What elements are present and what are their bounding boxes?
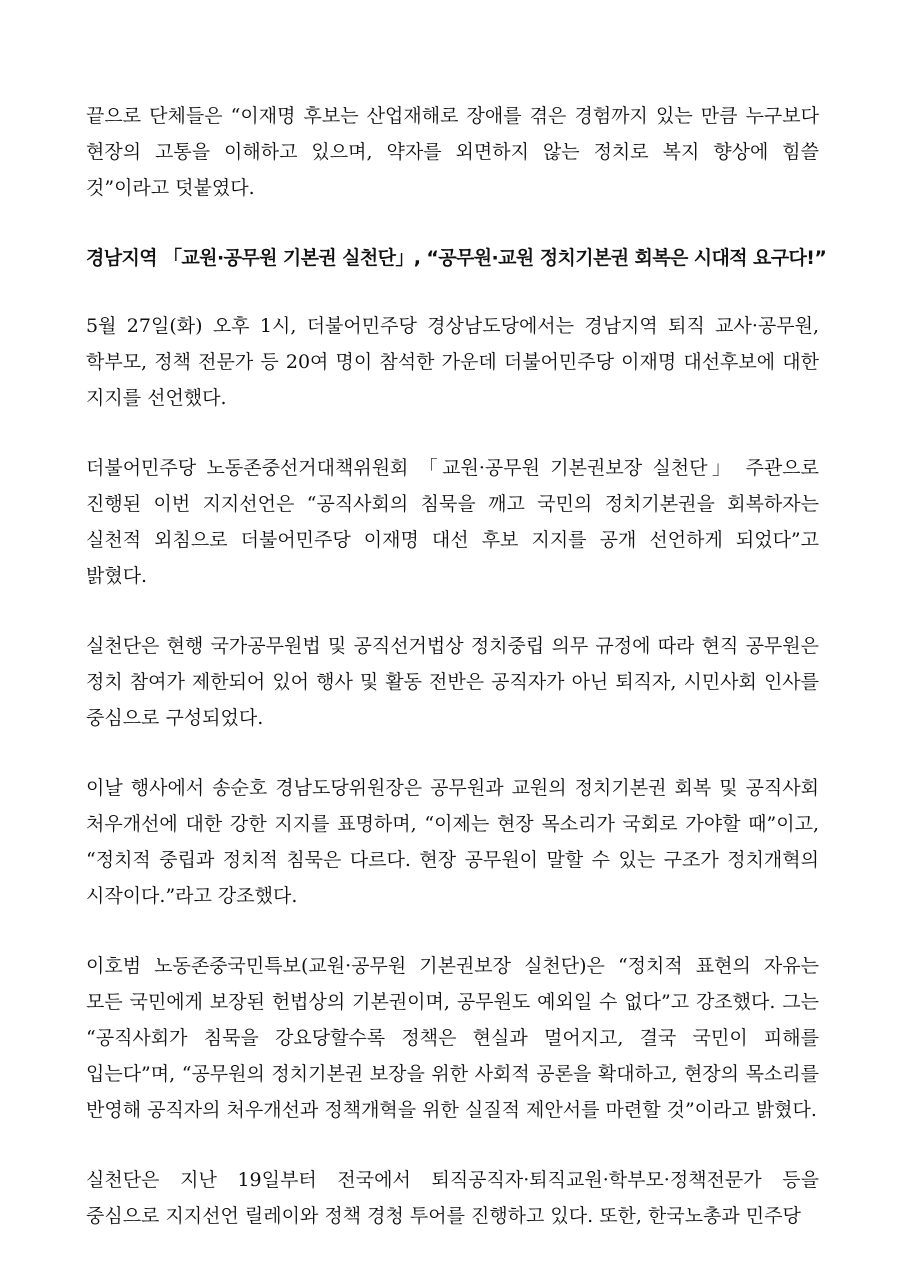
paragraph-closing-remarks: 끝으로 단체들은 “이재명 후보는 산업재해로 장애를 겪은 경험까지 있는 만큼 누구보다 현장의 고통을 이해하고 있으며, 약자를 외면하지 않는 정치로 복지 향상에 힘쓸 것”이라고 덧붙였다. xyxy=(86,105,819,199)
paragraph-composition: 실천단은 현행 국가공무원법 및 공직선거법상 정치중립 의무 규정에 따라 현직 공무원은 정치 참여가 제한되어 있어 행사 및 활동 전반은 공직자가 아닌 퇴직자, 시민사회 인사를 중심으로 구성되었다. xyxy=(86,635,819,729)
section-heading: 경남지역 「교원·공무원 기본권 실천단」, “공무원·교원 정치기본권 회복은 시대적 요구다!” xyxy=(86,247,827,269)
paragraph-advisor-remarks: 이호범 노동존중국민특보(교원·공무원 기본권보장 실천단)은 “정치적 표현의 자유는 모든 국민에게 보장된 헌법상의 기본권이며, 공무원도 예외일 수 없다”고 강조했다. 그는 “공직사회가 침묵을 강요당할수록 정책은 현실과 멀어지고, 결국 국민이 피해를 입는다”며, “공무원의 정치기본권 보장을 위한 사회적 공론을 확대하고, 현장의 목소리를 반영해 공직자의 처우개선과 정책개혁을 위한 실질적 제안서를 마련할 것”이라고 밝혔다. xyxy=(86,955,819,1121)
paragraph-relay-tour: 실천단은 지난 19일부터 전국에서 퇴직공직자·퇴직교원·학부모·정책전문가 등을 중심으로 지지선언 릴레이와 정책 경청 투어를 진행하고 있다. 또한, 한국노총과 민주당 xyxy=(86,1169,819,1227)
paragraph-chair-remarks: 이날 행사에서 송순호 경남도당위원장은 공무원과 교원의 정치기본권 회복 및 공직사회 처우개선에 대한 강한 지지를 표명하며, “이제는 현장 목소리가 국회로 가야할 때”이고, “정치적 중립과 정치적 침묵은 다르다. 현장 공무원이 말할 수 있는 구조가 정치개혁의 시작이다.”라고 강조했다. xyxy=(86,777,819,907)
paragraph-event-summary: 5월 27일(화) 오후 1시, 더불어민주당 경상남도당에서는 경남지역 퇴직 교사·공무원, 학부모, 정책 전문가 등 20여 명이 참석한 가운데 더불어민주당 이재명 대선후보에 대한 지지를 선언했다. xyxy=(86,315,819,409)
paragraph-declaration: 더불어민주당 노동존중선거대책위원회 「교원·공무원 기본권보장 실천단」 주관으로 진행된 이번 지지선언은 “공직사회의 침묵을 깨고 국민의 정치기본권을 회복하자는 실천적 외침으로 더불어민주당 이재명 대선 후보 지지를 공개 선언하게 되었다”고 밝혔다. xyxy=(86,457,819,587)
